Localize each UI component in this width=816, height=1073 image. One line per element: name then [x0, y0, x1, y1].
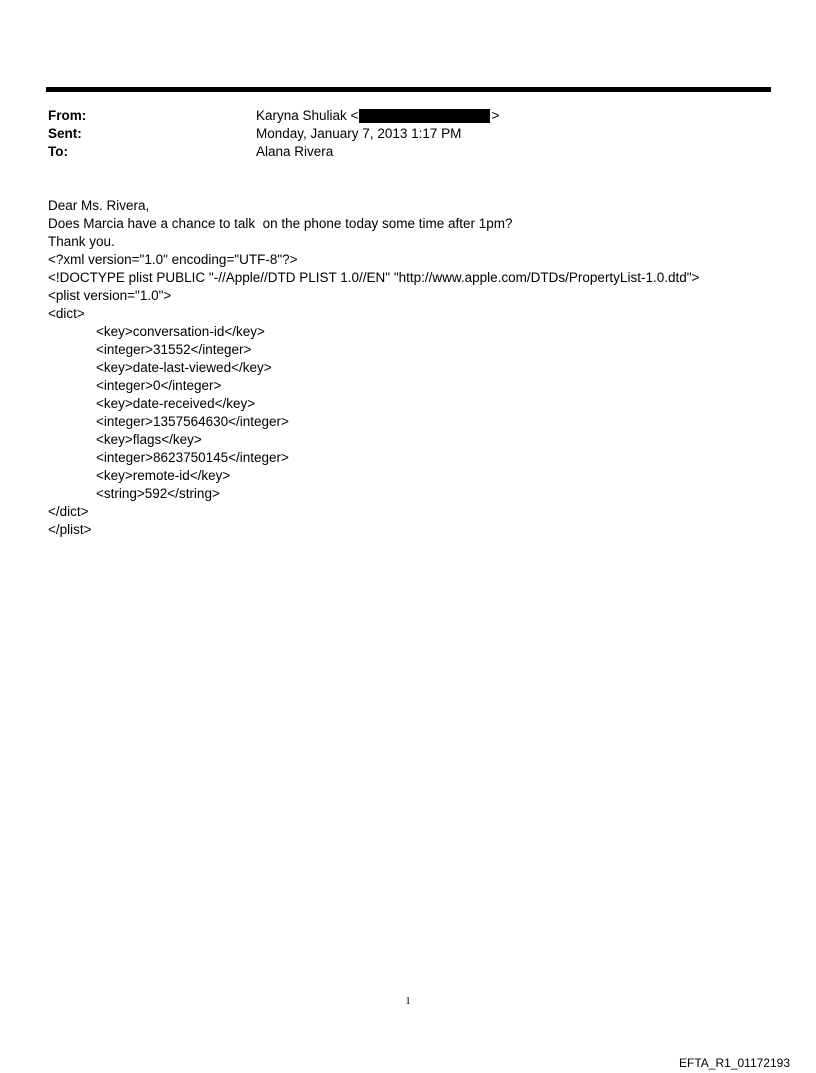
sent-label: Sent:	[48, 126, 82, 141]
dict-entry: <string>592</string>	[96, 486, 220, 501]
dict-entry: <key>conversation-id</key>	[96, 324, 265, 339]
header-divider	[46, 87, 771, 92]
doctype-line: <!DOCTYPE plist PUBLIC "-//Apple//DTD PLIST 1.0//EN" "http://www.apple.com/DTDs/PropertyList-1.0.dtd">	[48, 270, 700, 285]
email-body	[48, 197, 768, 539]
from-row	[48, 107, 748, 125]
dict-entry: <integer>0</integer>	[96, 378, 222, 393]
dict-entry: <key>date-received</key>	[96, 396, 256, 411]
page-number: 1	[405, 995, 411, 1007]
dict-entry: <integer>1357564630</integer>	[96, 414, 289, 429]
dict-entry: <key>date-last-viewed</key>	[96, 360, 272, 375]
dict-entry: <key>remote-id</key>	[96, 468, 231, 483]
dict-entry: <integer>31552</integer>	[96, 342, 252, 357]
dict-entry: <key>flags</key>	[96, 432, 202, 447]
plist-close-tag: </plist>	[48, 522, 92, 537]
to-value: Alana Rivera	[256, 144, 334, 159]
dict-close-tag: </dict>	[48, 504, 89, 519]
from-label: From:	[48, 108, 87, 123]
sent-value: Monday, January 7, 2013 1:17 PM	[256, 126, 462, 141]
sender-email-close: >	[491, 108, 500, 123]
xml-declaration: <?xml version="1.0" encoding="UTF-8"?>	[48, 252, 298, 267]
dict-open-tag: <dict>	[48, 306, 85, 321]
redacted-email-block	[359, 109, 490, 123]
greeting: Dear Ms. Rivera,	[48, 198, 150, 213]
dict-entry: <integer>8623750145</integer>	[96, 450, 289, 465]
to-label: To:	[48, 144, 68, 159]
message-line: Does Marcia have a chance to talk on the phone today some time after 1pm?	[48, 216, 513, 231]
from-value	[256, 107, 499, 125]
sender-name: Karyna Shuliak <	[256, 108, 359, 123]
email-header	[48, 107, 748, 161]
plist-open-tag: <plist version="1.0">	[48, 288, 172, 303]
sent-row	[48, 125, 748, 143]
to-row	[48, 143, 748, 161]
document-id: EFTA_R1_01172193	[679, 1056, 790, 1070]
closing-line: Thank you.	[48, 234, 115, 249]
